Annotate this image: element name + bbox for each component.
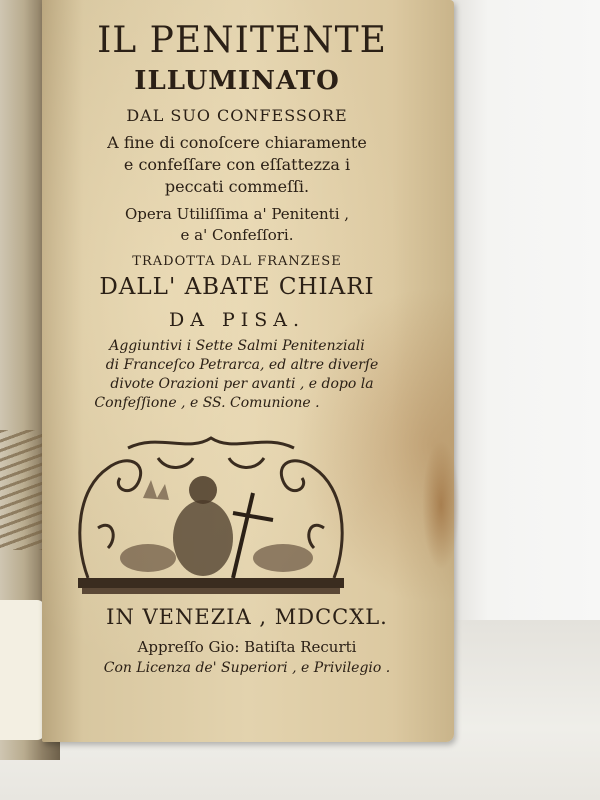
purpose-line-3: peccati commeſſi. [164, 177, 310, 196]
title-page [42, 0, 454, 742]
purpose-line-2: e confeſſare con eſſattezza i [123, 155, 351, 174]
translation-line-2: DALL' ABATE CHIARI [99, 274, 375, 300]
purpose-line-1: A fine di conoſcere chiaramente [107, 133, 367, 152]
ornament-base [78, 578, 344, 588]
title-line-1: IL PENITENTE [97, 20, 387, 61]
printers-ornament [68, 428, 354, 600]
title-line-3: DAL SUO CONFESSORE [126, 106, 348, 125]
title-line-2: ILLUMINATO [134, 66, 340, 96]
penitent-figure [173, 500, 233, 576]
imprint-line-1: IN VENEZIA , MDCCXL. [106, 605, 388, 629]
work-line-1: Opera Utiliſſima a' Penitenti , [124, 205, 350, 223]
page-stain [422, 440, 460, 570]
work-line-2: e a' Confeſſori. [180, 226, 294, 244]
cross-shaft [233, 493, 253, 578]
addendum-line-3: divote Orazioni per avanti , e dopo la [110, 376, 374, 392]
vellum-cover-edge [0, 600, 45, 740]
scroll-top [128, 438, 294, 448]
translation-line-1: TRADOTTA DAL FRANZESE [132, 254, 342, 269]
backdrop-wall [440, 0, 600, 630]
addendum-line-2: di Franceſco Petrarca, ed altre diverſe [105, 357, 379, 373]
addendum-line-1: Aggiuntivi i Sette Salmi Penitenziali [109, 338, 365, 354]
imprint-line-2: Appreſſo Gio: Batiſta Recurti [137, 638, 357, 656]
addendum-line-4: Confeſſione , e SS. Comunione . [94, 395, 320, 411]
imprint-line-3: Con Licenza de' Superiori , e Privilegio . [103, 660, 391, 676]
translation-line-3: DA PISA. [168, 309, 306, 331]
